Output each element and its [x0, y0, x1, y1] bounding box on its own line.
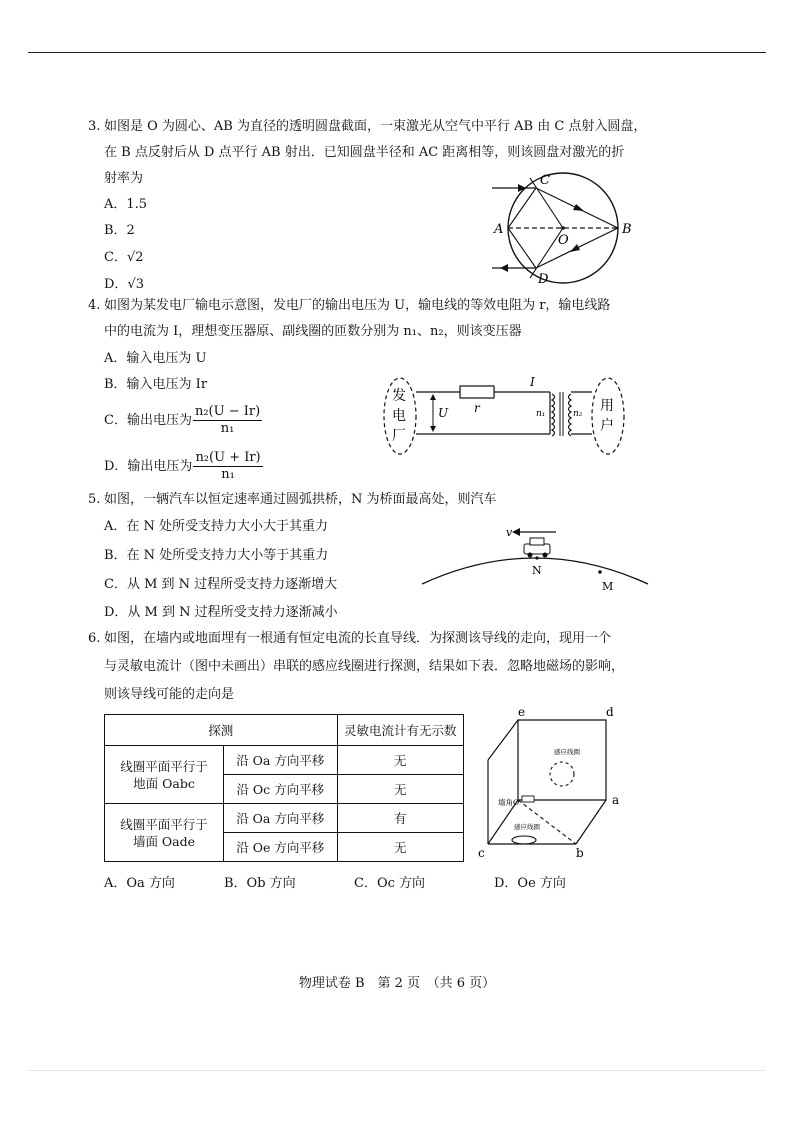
- q3-label-d: D: [538, 272, 549, 287]
- q4-user-char1: 用: [600, 398, 614, 414]
- table-group-wall: 线圈平面平行于 墙面 Oade: [105, 804, 224, 862]
- q6-option-c: C．Oc 方向: [354, 876, 426, 891]
- q3-number: 3.: [88, 119, 101, 134]
- q5-bridge-figure: [420, 522, 650, 602]
- table-group-ground: 线圈平面平行于 地面 Oabc: [105, 746, 224, 804]
- table-cell-move: 沿 Oa 方向平移: [224, 746, 338, 775]
- q5-stem: 如图，一辆汽车以恒定速率通过圆弧拱桥，N 为桥面最高处，则汽车: [104, 492, 497, 507]
- q6-label-a: a: [612, 793, 620, 807]
- q6-label-corner: 墙角O: [498, 798, 520, 807]
- q4-plant-char2: 电: [392, 408, 406, 424]
- q6-stem-line2: 与灵敏电流计（图中未画出）串联的感应线圈进行探测，结果如下表．忽略地磁场的影响，: [104, 659, 625, 674]
- table-header-probe: 探测: [105, 715, 338, 746]
- q5-option-a: A．在 N 处所受支持力大小大于其重力: [104, 519, 329, 534]
- q4-plant-char3: 厂: [392, 428, 406, 444]
- page-footer: 物理试卷 B 第 2 页 （共 6 页）: [298, 976, 496, 991]
- table-cell-result: 无: [337, 775, 463, 804]
- q3-option-a: A．1.5: [104, 197, 148, 212]
- table-cell-move: 沿 Oc 方向平移: [224, 775, 338, 804]
- top-rule: [28, 52, 766, 53]
- table-row: [105, 804, 464, 833]
- q4-stem-line1: 如图为某发电厂输电示意图，发电厂的输出电压为 U，输电线的等效电阻为 r，输电线路: [104, 298, 611, 313]
- q6-label-d: d: [606, 705, 614, 719]
- q3-label-b: B: [622, 222, 632, 237]
- q3-option-d-value: √3: [127, 277, 144, 292]
- q3-option-c-value: √2: [126, 250, 144, 265]
- q4-option-c: C．输出电压为 $\frac{\text{n₂(U − Ir)}}{\text{n₁}}$: [104, 404, 261, 436]
- bottom-rule: [28, 1070, 766, 1071]
- q5-label-m: M: [602, 580, 614, 593]
- q6-label-coil-wall: 感应线圈: [554, 748, 580, 756]
- q5-option-c: C．从 M 到 N 过程所受支持力逐渐增大: [104, 577, 338, 592]
- q5-number: 5.: [88, 492, 101, 507]
- table-cell-result: 无: [337, 833, 463, 862]
- q4-stem-line2: 中的电流为 I，理想变压器原、副线圈的匝数分别为 n₁、n₂，则该变压器: [104, 324, 522, 339]
- q4-option-d-fraction: $\frac{\text{n₂(U + Ir)}}{\text{n₁}}$: [195, 450, 261, 482]
- q6-number: 6.: [88, 631, 101, 646]
- q3-stem-line2: 在 B 点反射后从 D 点平行 AB 射出．已知圆盘半径和 AC 距离相等，则该圆盘对激光的折: [104, 145, 625, 160]
- q4-label-n1: n₁: [536, 409, 546, 419]
- table-cell-move: 沿 Oe 方向平移: [224, 833, 338, 862]
- q6-option-b: B．Ob 方向: [224, 876, 296, 891]
- q4-number: 4.: [88, 298, 101, 313]
- table-row: [105, 746, 464, 775]
- q3-stem-line3: 射率为: [104, 171, 144, 186]
- q4-option-c-fraction: $\frac{\text{n₂(U − Ir)}}{\text{n₁}}$: [194, 404, 261, 436]
- table-header-result: 灵敏电流计有无示数: [337, 715, 463, 746]
- q4-option-b: B．输入电压为 Ir: [104, 377, 208, 392]
- q4-label-i: I: [530, 375, 535, 389]
- q3-label-a: A: [494, 222, 504, 237]
- q3-label-c: C: [540, 173, 550, 188]
- q3-stem-line1: 如图是 O 为圆心、AB 为直径的透明圆盘截面，一束激光从空气中平行 AB 由 C 点射入圆盘，: [104, 119, 647, 134]
- table-cell-result: 有: [337, 804, 463, 833]
- q4-option-d: D．输出电压为 $\frac{\text{n₂(U + Ir)}}{\text{n₁}}$: [104, 450, 261, 482]
- q4-label-u: U: [438, 406, 449, 420]
- q6-label-c: c: [478, 846, 485, 860]
- q5-option-b: B．在 N 处所受支持力大小等于其重力: [104, 548, 329, 563]
- q6-probe-table: [104, 714, 464, 862]
- table-cell-move: 沿 Oa 方向平移: [224, 804, 338, 833]
- q6-label-coil-ground: 感应线圈: [514, 823, 540, 831]
- q3-option-c: C．√2: [104, 250, 144, 265]
- q4-label-r: r: [474, 401, 480, 415]
- q5-option-d: D．从 M 到 N 过程所受支持力逐渐减小: [104, 605, 338, 620]
- q6-label-e: e: [518, 705, 526, 719]
- q4-label-n2: n₂: [573, 409, 583, 419]
- table-cell-result: 无: [337, 746, 463, 775]
- q6-label-b: b: [576, 846, 584, 860]
- q3-option-d: D．√3: [104, 277, 144, 292]
- q4-transmission-figure: [380, 372, 630, 458]
- q4-user-char2: 户: [600, 418, 614, 434]
- q6-option-a: A．Oa 方向: [104, 876, 175, 891]
- q5-label-n: N: [532, 564, 542, 577]
- q6-cube-figure: [478, 705, 638, 862]
- q3-disk-figure: [490, 170, 630, 290]
- table-header-row: [105, 715, 464, 746]
- q5-label-v: v: [506, 526, 513, 539]
- q3-label-o: O: [558, 233, 569, 248]
- q6-option-d: D．Oe 方向: [494, 876, 566, 891]
- q6-stem-line3: 则该导线可能的走向是: [104, 687, 235, 702]
- q4-option-a: A．输入电压为 U: [104, 351, 207, 366]
- q6-stem-line1: 如图，在墙内或地面埋有一根通有恒定电流的长直导线．为探测该导线的走向，现用一个: [104, 631, 612, 646]
- q3-option-b: B．2: [104, 223, 135, 238]
- q4-plant-char1: 发: [392, 388, 406, 404]
